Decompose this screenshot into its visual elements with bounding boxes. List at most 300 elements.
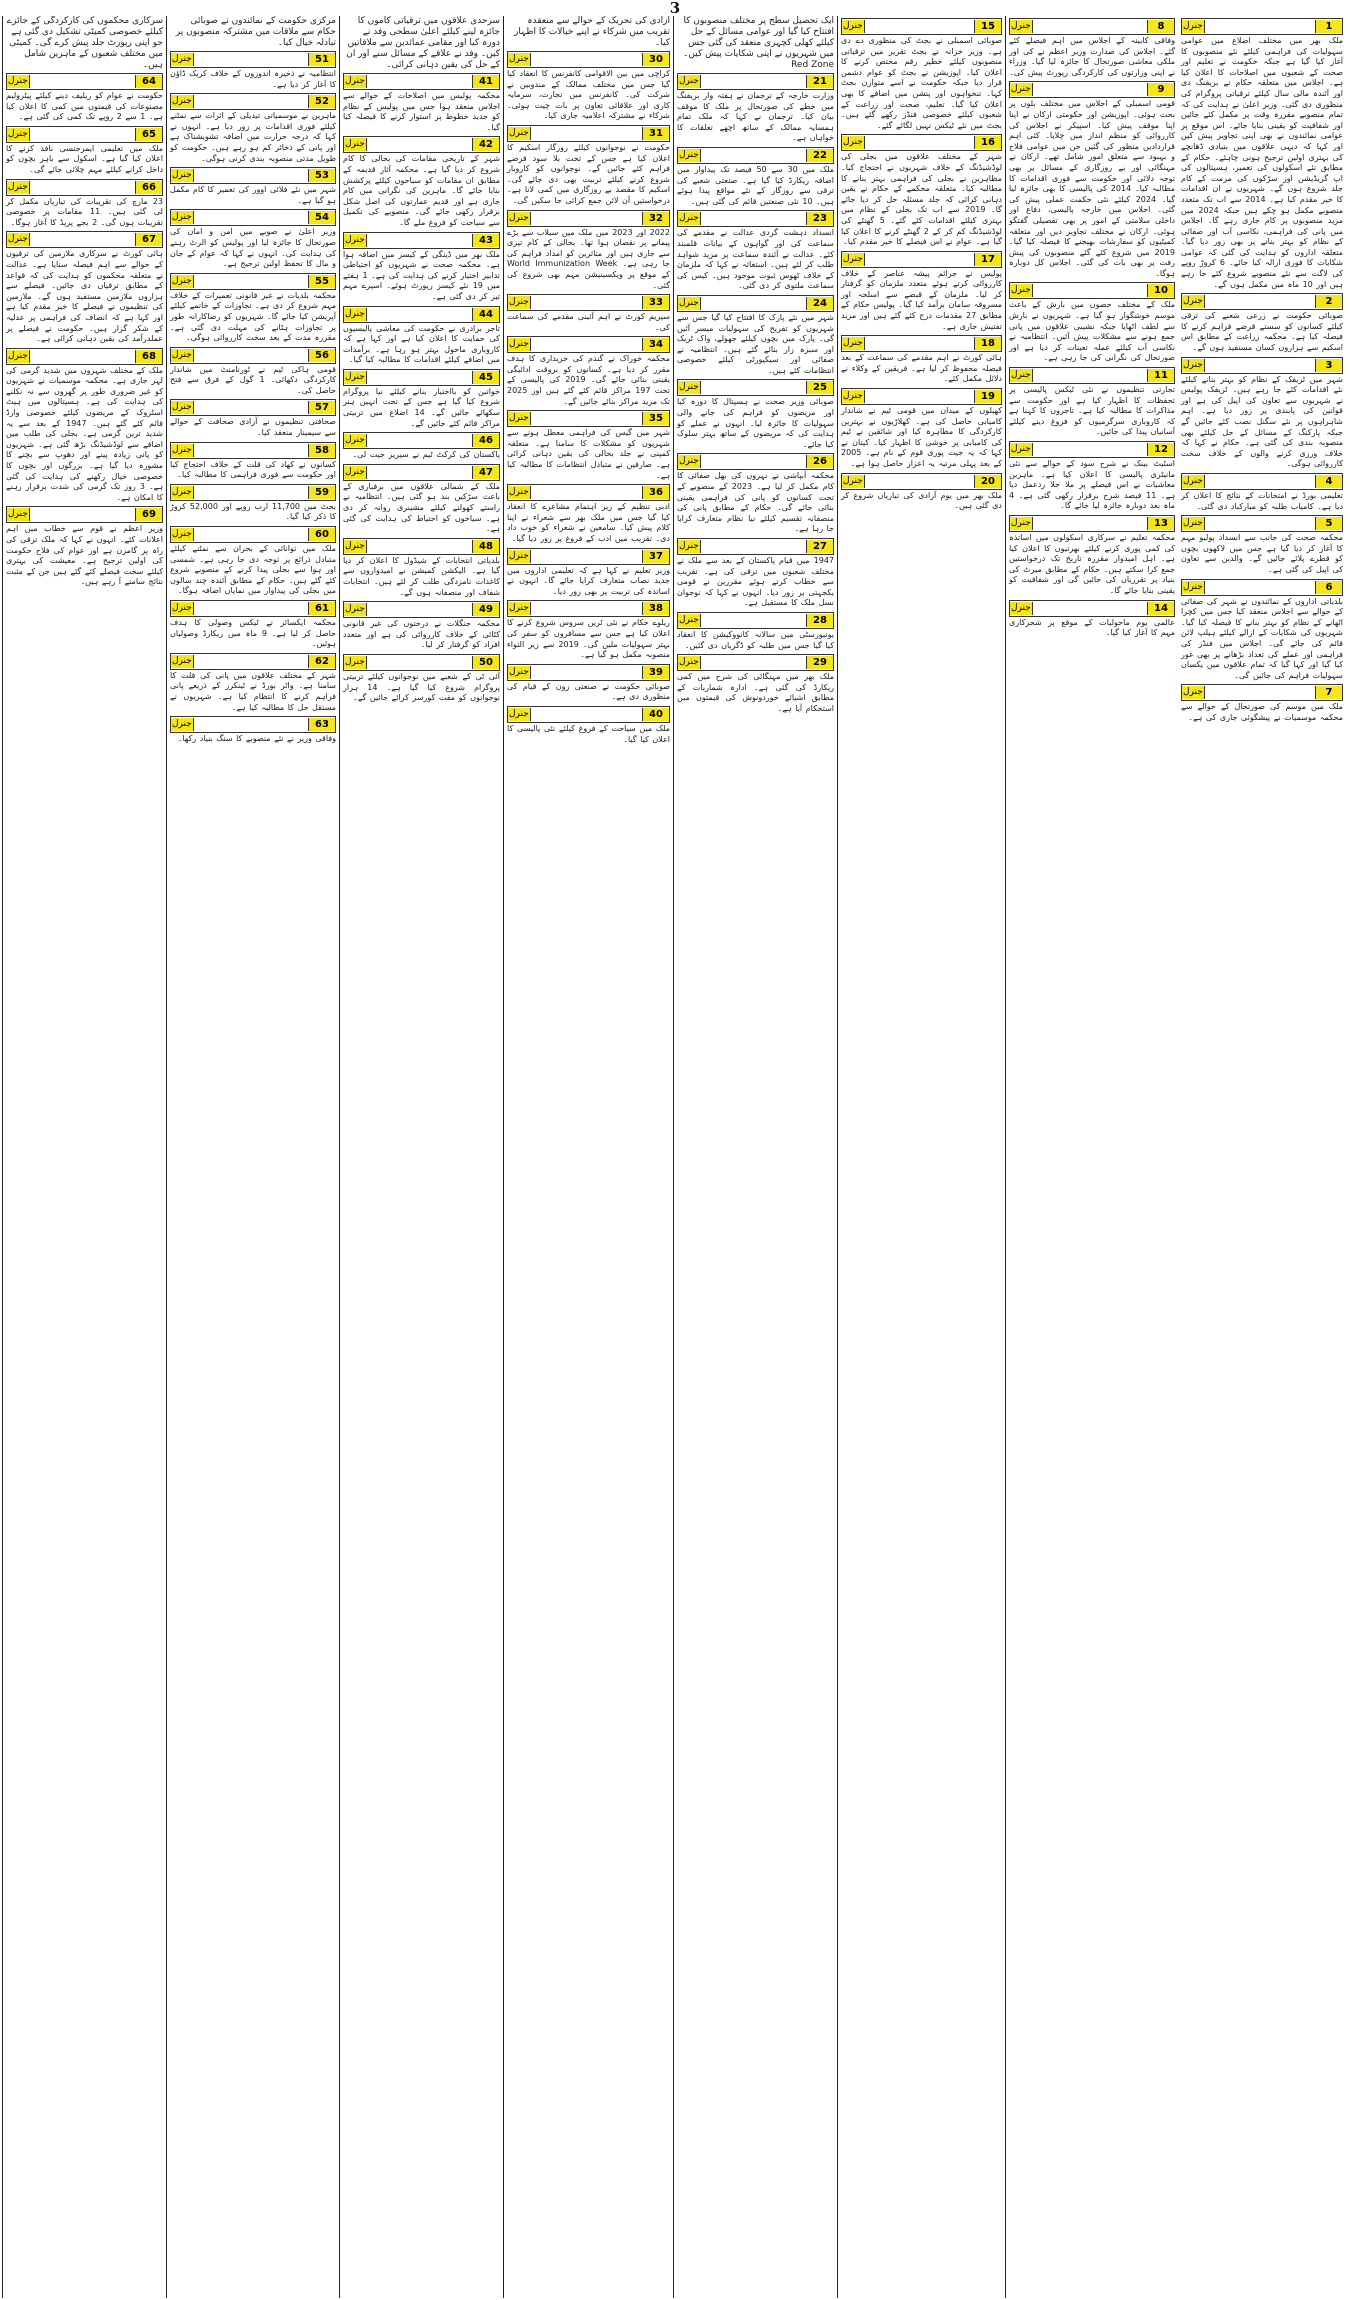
news-item-text: محکمہ پولیس میں اصلاحات کے حوالے سے اجلاس منعقد ہوا جس میں پولیس کے نظام کو جدید خطوط پر استوار کرنے کا فیصلہ کیا گیا۔: [343, 91, 500, 132]
newspaper-columns: [2, 16, 1348, 2298]
news-item-tag: جنرل: [345, 76, 365, 86]
news-item: [507, 294, 670, 333]
news-item-number: 57: [308, 401, 335, 414]
news-item-text: محکمہ جنگلات نے درختوں کی غیر قانونی کٹائی کے خلاف کارروائی کی ہے اور متعدد افراد کو گرفتار کر لیا۔: [343, 619, 500, 650]
news-item: [677, 73, 834, 144]
news-item-header-rule: [367, 371, 472, 384]
news-item: [507, 51, 670, 122]
news-item: [677, 538, 834, 609]
news-item-text: شہر کے مختلف علاقوں میں پانی کی قلت کا سامنا ہے۔ واٹر بورڈ نے ٹینکرز کے ذریعے پانی فراہم کرنے کا انتظام کیا ہے۔ شہریوں نے مستقل حل کا مطالبہ کیا ہے۔: [170, 670, 336, 712]
news-item-header-rule: [194, 349, 308, 362]
news-item-number: 52: [308, 95, 335, 108]
news-item-text: تاجر برادری نے حکومت کی معاشی پالیسیوں کی حمایت کا اعلان کیا ہے اور کہا ہے کہ کاروباری ماحول بہتر ہو رہا ہے۔ برآمدات میں اضافے کیلئے اقدامات کا مطالبہ کیا گیا۔: [343, 323, 500, 365]
news-item: [170, 273, 336, 344]
news-item-header-rule: [194, 602, 308, 615]
news-item: [343, 432, 500, 461]
news-item-number: 65: [135, 128, 162, 141]
news-item-header-rule: [531, 296, 642, 309]
news-item: [841, 251, 1002, 333]
news-item-tag: جنرل: [172, 603, 192, 613]
news-item-header: [1009, 18, 1175, 35]
news-item: [507, 125, 670, 207]
news-item: [1181, 357, 1343, 470]
news-item-tag: جنرل: [1011, 444, 1031, 454]
news-item-number: 63: [308, 718, 335, 731]
news-item-text: بلدیاتی اداروں کے نمائندوں نے شہر کی صفائی کے حوالے سے اجلاس منعقد کیا جس میں کچرا اٹھانے کے نظام کو بہتر بنانے کا فیصلہ کیا گیا۔ شہریوں کی شکایات کے ازالے کیلئے ہیلپ لائن قائم کی جائے گی۔ اجلاس میں فنڈز کی فراہمی اور عملے کی تعداد بڑھانے پر بھی غور کیا گیا اور کہا گیا کہ تمام علاقوں میں یکساں سہولیات فراہم کی جائیں گی۔: [1181, 596, 1343, 680]
news-item-header: [343, 654, 500, 671]
news-item-number: 44: [472, 308, 499, 321]
news-item-number: 25: [806, 381, 833, 394]
news-item-header: [677, 612, 834, 629]
news-item-number: 49: [472, 603, 499, 616]
news-item-header: [1181, 515, 1343, 532]
news-item-text: صوبائی حکومت نے زرعی شعبے کی ترقی کیلئے کسانوں کو سستے قرضے فراہم کرنے کا فیصلہ کیا ہے۔ محکمہ زراعت کے مطابق اس اسکیم سے ہزاروں کسان مستفید ہوں گے۔: [1181, 311, 1343, 353]
news-item: [507, 210, 670, 292]
news-item-header-rule: [1205, 20, 1315, 33]
news-item-number: 64: [135, 75, 162, 88]
news-item-tag: جنرل: [679, 456, 699, 467]
news-item-tag: جنرل: [345, 604, 365, 615]
news-item-tag: جنرل: [509, 413, 529, 424]
news-item-header-rule: [531, 338, 642, 351]
news-item-header: [1009, 282, 1175, 299]
news-column-5: [503, 16, 673, 2298]
news-item-header-rule: [701, 455, 806, 468]
news-item-header-rule: [194, 53, 308, 66]
news-item-header-rule: [1033, 443, 1147, 456]
news-item-header-rule: [865, 337, 974, 350]
news-item-tag: جنرل: [843, 21, 863, 31]
news-item-header-rule: [531, 486, 642, 499]
news-item: [677, 453, 834, 535]
news-item-text: پولیس نے جرائم پیشہ عناصر کے خلاف کارروائی کرتے ہوئے متعدد ملزمان کو گرفتار کر لیا۔ ملزمان کے قبضے سے اسلحہ اور مسروقہ سامان برآمد کیا گیا۔ پولیس حکام کے مطابق 27 مقدمات درج کئے گئے ہیں اور مزید تفتیش جاری ہے۔: [841, 268, 1002, 331]
news-item-number: 2: [1315, 295, 1342, 308]
news-item: [841, 335, 1002, 385]
news-item-text: محکمہ بلدیات نے غیر قانونی تعمیرات کے خلاف مہم شروع کر دی ہے۔ تجاوزات کے خاتمے کیلئے آپریشن کیا جائے گا۔ شہریوں کو رضاکارانہ طور پر تجاوزات ہٹانے کی مہلت دی گئی ہے۔ مقررہ مدت کے بعد سخت کارروائی ہوگی۔: [170, 290, 336, 343]
news-item-tag: جنرل: [172, 655, 192, 666]
news-item-tag: جنرل: [1183, 687, 1203, 698]
news-item-number: 20: [974, 475, 1001, 488]
news-item-header-rule: [701, 656, 806, 669]
news-item-number: 54: [308, 211, 335, 224]
news-item-header-rule: [367, 603, 472, 616]
news-item-number: 40: [642, 708, 669, 721]
news-item-tag: جنرل: [172, 444, 192, 455]
news-item: [170, 442, 336, 481]
column-entries: [677, 73, 834, 715]
news-item-header-rule: [1205, 359, 1315, 372]
news-item-header: [343, 306, 500, 323]
news-item-tag: جنرل: [509, 339, 529, 350]
news-item-tag: جنرل: [509, 127, 529, 138]
news-item-header-rule: [367, 75, 472, 88]
news-item-header: [677, 379, 834, 396]
news-item-number: 55: [308, 275, 335, 288]
news-item-number: 23: [806, 212, 833, 225]
news-item: [1009, 18, 1175, 78]
news-item-text: شہر کے تاریخی مقامات کی بحالی کا کام شروع کر دیا گیا ہے۔ محکمہ آثار قدیمہ کے مطابق ان مقامات کو سیاحوں کیلئے پرکشش بنایا جائے گا۔ ماہرین کی نگرانی میں کام جاری ہے اور قدیم عمارتوں کی اصل شکل برقرار رکھی جائے گی۔ منصوبے کی تکمیل سے سیاحت کو فروغ ملے گا۔: [343, 154, 500, 227]
news-item: [170, 51, 336, 90]
news-item-number: 1: [1315, 20, 1342, 33]
news-item-text: صوبائی وزیر صحت نے ہسپتال کا دورہ کیا اور مریضوں کو فراہم کی جانے والی سہولیات کا جائزہ لیا۔ انہوں نے عملے کو ہدایت کی کہ مریضوں کے ساتھ بہتر سلوک کیا جائے۔: [677, 397, 834, 449]
news-item: [343, 601, 500, 651]
news-item-tag: جنرل: [509, 603, 529, 614]
news-item-number: 53: [308, 169, 335, 182]
news-item: [1181, 473, 1343, 512]
column-lead-text: سرکاری محکموں کی کارکردگی کے جائزے کیلئے خصوصی کمیٹی تشکیل دی گئی ہے جو اپنی رپورٹ جلد پیش کرے گی۔ کمیٹی میں مختلف شعبوں کے ماہرین شامل ہیں۔: [6, 16, 163, 70]
news-item-tag: جنرل: [1183, 359, 1203, 370]
news-item-text: خواتین کو بااختیار بنانے کیلئے نیا پروگرام شروع کیا گیا ہے جس کے تحت انہیں ہنر سکھائے جائیں گے۔ 14 اضلاع میں تربیتی مراکز قائم کئے جائیں گے۔: [343, 386, 500, 428]
news-item-header-rule: [1205, 295, 1315, 308]
news-item-header: [6, 73, 163, 90]
news-column-6: [339, 16, 503, 2298]
news-item: [170, 209, 336, 269]
news-item-header-rule: [1033, 517, 1147, 530]
news-item-header-rule: [194, 444, 308, 457]
news-item-number: 59: [308, 486, 335, 499]
news-item-header-rule: [1033, 83, 1147, 96]
news-item-header: [1181, 293, 1343, 310]
news-item-text: ملک کے مختلف شہروں میں شدید گرمی کی لہر جاری ہے۔ محکمہ موسمیات نے شہریوں کو غیر ضروری طور پر گھروں سے نہ نکلنے کی ہدایت کی ہے۔ ہسپتالوں میں ہیٹ اسٹروک کے مریضوں کیلئے خصوصی وارڈ قائم کئے گئے ہیں۔ 1947 کے بعد سے یہ شدید ترین گرمی ہے۔ بجلی کی طلب میں اضافے سے لوڈشیڈنگ بڑھ گئی ہے۔ شہریوں کو پانی زیادہ پینے اور دھوپ سے بچنے کا مشورہ دیا گیا ہے۔ بزرگوں اور بچوں کا خصوصی خیال رکھنے کی ہدایت کی گئی ہے۔ 3 روز تک گرمی کی شدت برقرار رہنے کا امکان ہے۔: [6, 365, 164, 502]
news-item-header-rule: [701, 75, 806, 88]
news-item-header: [170, 209, 336, 226]
news-item-text: قومی ہاکی ٹیم نے ٹورنامنٹ میں شاندار کارکردگی دکھائی۔ 1 گول کے فرق سے فتح حاصل کی۔: [170, 364, 336, 395]
news-item-text: ملک میں توانائی کے بحران سے نمٹنے کیلئے متبادل ذرائع پر توجہ دی جا رہی ہے۔ شمسی اور ہوا سے بجلی پیدا کرنے کے منصوبے شروع کئے گئے ہیں۔ حکام کے مطابق آئندہ چند سالوں میں بجلی کی پیداوار میں نمایاں اضافہ ہوگا۔: [170, 544, 336, 596]
news-item-header-rule: [30, 75, 135, 88]
news-item-header-rule: [1033, 369, 1147, 382]
news-item: [343, 464, 500, 535]
news-item-text: عالمی یوم ماحولیات کے موقع پر شجرکاری مہم کا آغاز کیا گیا۔: [1009, 617, 1175, 638]
news-item-header-rule: [1033, 284, 1147, 297]
news-item-text: محکمہ تعلیم نے سرکاری اسکولوں میں اساتذہ کی کمی پوری کرنے کیلئے بھرتیوں کا اعلان کیا ہے۔ اہل امیدوار مقررہ تاریخ تک درخواستیں جمع کرا سکتے ہیں۔ حکام کے مطابق میرٹ کی بنیاد پر تقرریاں کی جائیں گی اور شفافیت کو یقینی بنایا جائے گا۔: [1009, 532, 1175, 595]
news-item-header: [343, 432, 500, 449]
news-item-tag: جنرل: [509, 666, 529, 677]
news-item-tag: جنرل: [8, 234, 28, 245]
news-item-number: 19: [974, 390, 1001, 403]
news-item-header: [677, 654, 834, 671]
news-item-header: [6, 506, 163, 523]
news-item-text: تعلیمی بورڈ نے امتحانات کے نتائج کا اعلان کر دیا ہے۔ کامیاب طلبہ کو مبارکباد دی گئی۔: [1181, 490, 1343, 511]
news-item-header-rule: [367, 434, 472, 447]
news-column-7: [166, 16, 339, 2298]
news-item-number: 37: [642, 550, 669, 563]
news-item-header-rule: [367, 540, 472, 553]
news-item-header-rule: [1205, 517, 1315, 530]
news-item-header: [343, 464, 500, 481]
news-item-tag: جنرل: [1011, 285, 1031, 296]
news-item-header: [170, 347, 336, 364]
news-column-8: [2, 16, 166, 2298]
news-item-header-rule: [367, 234, 472, 247]
news-item-tag: جنرل: [679, 297, 699, 308]
news-item-tag: جنرل: [1183, 21, 1203, 31]
news-item: [343, 73, 500, 133]
news-item-tag: جنرل: [509, 550, 529, 561]
news-item-header-rule: [194, 211, 308, 224]
news-item: [507, 600, 670, 660]
news-item: [343, 369, 500, 429]
news-item: [677, 295, 834, 377]
news-item-tag: جنرل: [1183, 475, 1203, 486]
news-item-header: [1009, 367, 1175, 384]
news-item: [1009, 282, 1175, 364]
news-item-tag: جنرل: [8, 128, 28, 139]
news-item-number: 6: [1315, 581, 1342, 594]
news-item-tag: جنرل: [843, 338, 863, 349]
news-item-text: سپریم کورٹ نے اہم آئینی مقدمے کی سماعت کی۔: [507, 312, 670, 332]
news-item-number: 61: [308, 602, 335, 615]
news-item-header-rule: [30, 350, 135, 363]
news-item-text: کراچی میں بین الاقوامی کانفرنس کا انعقاد کیا گیا جس میں مختلف ممالک کے مندوبین نے شرکت کی۔ کانفرنس میں تجارت، سرمایہ کاری اور علاقائی تعاون پر بات چیت ہوئی۔ شرکاء نے مشترکہ اعلامیہ جاری کیا۔: [507, 69, 670, 121]
news-item-header-rule: [531, 212, 642, 225]
news-item: [507, 548, 670, 598]
news-item-text: یونیورسٹی میں سالانہ کانووکیشن کا انعقاد کیا گیا جس میں طلبہ کو ڈگریاں دی گئیں۔: [677, 629, 834, 650]
news-item: [841, 388, 1002, 470]
news-item-header: [841, 335, 1002, 352]
news-item-number: 62: [308, 655, 335, 668]
column-entries: [1181, 18, 1343, 723]
news-item: [507, 664, 670, 703]
news-item-tag: جنرل: [843, 391, 863, 402]
news-item-text: محکمہ خوراک نے گندم کی خریداری کا ہدف مقرر کر دیا ہے۔ کسانوں کو بروقت ادائیگی یقینی بنائی جائے گی۔ 2019 کی پالیسی کے تحت 197 مراکز قائم کئے گئے ہیں اور 2025 تک مزید مراکز بنائے جائیں گے۔: [507, 354, 671, 406]
news-item-header: [170, 653, 336, 670]
news-item: [677, 654, 834, 714]
news-item: [507, 410, 670, 481]
news-item-number: 46: [472, 434, 499, 447]
news-item-text: کسانوں نے کھاد کی قلت کے خلاف احتجاج کیا اور حکومت سے فوری فراہمی کا مطالبہ کیا۔: [170, 459, 336, 480]
news-item: [343, 538, 500, 598]
news-item-tag: جنرل: [172, 349, 192, 360]
news-item-text: ملک میں تعلیمی ایمرجنسی نافذ کرنے کا اعلان کیا گیا ہے۔ اسکول سے باہر بچوں کو داخل کرانے کیلئے مہم چلائی جائے گی۔: [6, 143, 163, 174]
news-item-number: 29: [806, 656, 833, 669]
news-item-text: صوبائی حکومت نے صنعتی زون کے قیام کی منظوری دی ہے۔: [507, 681, 670, 702]
news-item-tag: جنرل: [345, 371, 365, 382]
news-item: [841, 134, 1002, 247]
news-item-header-rule: [194, 655, 308, 668]
news-item-header: [841, 388, 1002, 405]
news-item-tag: جنرل: [172, 212, 192, 223]
news-item-text: محکمہ آبپاشی نے نہروں کی بھل صفائی کا کام مکمل کر لیا ہے۔ 2023 کے منصوبے کے تحت کسانوں کو پانی کی فراہمی یقینی بنائی جائے گی۔ حکام کے مطابق پانی کی منصفانہ تقسیم کیلئے نیا نظام متعارف کرایا جا رہا ہے۔: [677, 471, 835, 534]
page-number: 3: [669, 0, 681, 17]
news-item-text: وزیر اعلیٰ نے صوبے میں امن و امان کی صورتحال کا جائزہ لیا اور پولیس کو الرٹ رہنے کی ہدایت کی۔ انہوں نے کہا کہ عوام کے جان و مال کا تحفظ اولین ترجیح ہے۔: [170, 227, 336, 269]
news-item-header: [677, 538, 834, 555]
news-item-header-rule: [531, 602, 642, 615]
news-item-header-rule: [1205, 475, 1315, 488]
news-item-number: 41: [472, 75, 499, 88]
news-item-text: ماہرین نے موسمیاتی تبدیلی کے اثرات سے نمٹنے کیلئے فوری اقدامات پر زور دیا ہے۔ انہوں نے کہا کہ درجہ حرارت میں اضافہ تشویشناک ہے اور پانی کے ذخائر کم ہو رہے ہیں۔ حکومت کو طویل مدتی منصوبہ بندی کرنی ہوگی۔: [170, 111, 336, 163]
news-item-number: 24: [806, 297, 833, 310]
news-item-header-rule: [865, 20, 974, 33]
news-item-header: [343, 73, 500, 90]
news-item-number: 28: [806, 614, 833, 627]
news-item-header-rule: [30, 233, 135, 246]
news-item-header: [1181, 473, 1343, 490]
news-item-header: [677, 73, 834, 90]
column-lead-text: ایک تحصیل سطح پر مختلف منصوبوں کا افتتاح کیا گیا اور عوامی مسائل کے حل کیلئے کھلی کچہری منعقد کی گئی جس میں شہریوں نے اپنی شکایات پیش کیں۔ Red Zone: [683, 16, 834, 70]
news-item-header-rule: [367, 138, 472, 151]
news-item-header-rule: [1205, 581, 1315, 594]
news-item-header-rule: [531, 708, 642, 721]
news-item-number: 35: [642, 412, 669, 425]
news-item-text: ملک بھر میں مہنگائی کی شرح میں کمی ریکارڈ کی گئی ہے۔ ادارہ شماریات کے مطابق اشیائے خوردونوش کی قیمتوں میں استحکام آیا ہے۔: [677, 672, 834, 713]
news-item-header: [170, 399, 336, 416]
news-item-number: 43: [472, 234, 499, 247]
news-item-tag: جنرل: [172, 96, 192, 107]
news-item-header-rule: [701, 149, 806, 162]
news-item-tag: جنرل: [1011, 21, 1031, 31]
news-item-tag: جنرل: [172, 719, 192, 730]
news-item-text: آئی ٹی کے شعبے میں نوجوانوں کیلئے تربیتی پروگرام شروع کیا گیا ہے۔ 14 ہزار نوجوانوں کو مفت کورسز کرائے جائیں گے۔: [343, 671, 500, 703]
news-item: [170, 716, 336, 745]
news-item-text: 1947 میں قیام پاکستان کے بعد سے ملک نے مختلف شعبوں میں ترقی کی ہے۔ تقریب سے خطاب کرتے ہوئے مقررین نے قومی یکجہتی پر زور دیا۔ انہوں نے کہا کہ نوجوان نسل ملک کا مستقبل ہے۔: [677, 556, 834, 608]
news-item-header: [507, 706, 670, 723]
news-item-header: [841, 251, 1002, 268]
news-column-4: [673, 16, 837, 2298]
news-item: [1009, 441, 1175, 512]
news-item-header: [1009, 441, 1175, 458]
news-item-tag: جنرل: [345, 656, 365, 667]
news-item-tag: جنرل: [679, 213, 699, 224]
news-item-header-rule: [30, 181, 135, 194]
news-item-number: 69: [135, 508, 162, 521]
news-item-text: انتظامیہ نے ذخیرہ اندوزوں کے خلاف کریک ڈاؤن کا آغاز کر دیا ہے۔: [170, 69, 336, 89]
news-item-number: 9: [1147, 83, 1174, 96]
news-item-header-rule: [1033, 20, 1147, 33]
news-item-header: [343, 232, 500, 249]
column-lead-text: مرکزی حکومت کے نمائندوں نے صوبائی حکام سے ملاقات میں مشترکہ منصوبوں پر تبادلہ خیال کیا۔: [175, 16, 336, 48]
news-item-text: حکومت نے عوام کو ریلیف دینے کیلئے پیٹرولیم مصنوعات کی قیمتوں میں کمی کا اعلان کیا ہے۔ 1 سے 2 روپے تک کمی کی گئی ہے۔: [6, 91, 163, 122]
news-item: [170, 167, 336, 206]
news-item-header-rule: [531, 53, 642, 66]
news-item-header: [6, 231, 163, 248]
news-item-text: وفاقی کابینہ کے اجلاس میں اہم فیصلے کئے گئے۔ اجلاس کی صدارت وزیر اعظم نے کی اور ملکی معاشی صورتحال کا جائزہ لیا گیا۔ وزراء نے اپنی وزارتوں کی کارکردگی رپورٹ پیش کی۔: [1009, 36, 1175, 77]
news-item-tag: جنرل: [1183, 581, 1203, 592]
news-item-text: ملک بھر میں مختلف اضلاع میں عوامی سہولیات کی فراہمی کیلئے نئے منصوبوں کا آغاز کیا گیا ہے جبکہ حکومت نے تعلیم اور صحت کے شعبوں میں اصلاحات کا اعلان کیا ہے۔ اجلاس میں متعلقہ حکام نے بریفنگ دی اور آئندہ مالی سال کیلئے ترقیاتی پروگرام کی منظوری دی گئی۔ وزیر اعلیٰ نے ہدایت کی کہ تمام منصوبے مقررہ وقت پر مکمل کئے جائیں اور شفافیت کو یقینی بنایا جائے۔ اس موقع پر عوامی نمائندوں نے بھی اپنی تجاویز پیش کیں اور کہا کہ دیہی علاقوں میں بنیادی ڈھانچے کی بہتری اولین ترجیح ہونی چاہئے۔ حکام کے مطابق نئے اسکولوں کی تعمیر، ہسپتالوں کی اپ گریڈیشن اور سڑکوں کی مرمت کے کام جلد شروع ہوں گے۔ شہریوں نے ان اقدامات کا خیر مقدم کیا ہے۔ 2014 سے اب تک متعدد منصوبے مکمل ہو چکے ہیں جبکہ 2024 میں مزید منصوبوں پر کام جاری رہے گا۔ اجلاس میں پانی کی فراہمی، نکاسی آب اور صفائی کے نظام کو بہتر بنانے پر بھی زور دیا گیا۔ متعلقہ اداروں کو ہدایت کی گئی کہ عوامی شکایات کا فوری ازالہ کیا جائے۔ 6 کروڑ روپے کی لاگت سے نئے منصوبے شروع کئے جا رہے ہیں اور 10 ماہ میں مکمل ہوں گے۔: [1181, 36, 1343, 289]
news-item: [841, 18, 1002, 131]
news-item-header: [507, 600, 670, 617]
news-item-number: 12: [1147, 443, 1174, 456]
news-item: [170, 600, 336, 650]
news-item-header: [677, 210, 834, 227]
news-item-header: [170, 442, 336, 459]
news-item-number: 50: [472, 656, 499, 669]
news-item-tag: جنرل: [345, 139, 365, 150]
news-item-header: [1009, 81, 1175, 98]
news-item-text: بلدیاتی انتخابات کے شیڈول کا اعلان کر دیا گیا ہے۔ الیکشن کمیشن نے امیدواروں سے کاغذات نامزدگی طلب کر لئے ہیں۔ انتخابات شفاف اور منصفانہ ہوں گے۔: [343, 555, 500, 597]
news-item: [170, 347, 336, 397]
news-item-text: شہر میں نئے فلائی اوور کی تعمیر کا کام مکمل ہو گیا ہے۔: [170, 185, 336, 205]
news-item-text: پاکستان کی کرکٹ ٹیم نے سیریز جیت لی۔: [352, 450, 500, 460]
news-item-tag: جنرل: [679, 614, 699, 625]
news-item-header: [677, 295, 834, 312]
news-item-header: [170, 51, 336, 68]
news-item-header: [6, 179, 163, 196]
news-item-tag: جنرل: [509, 54, 529, 64]
news-item-number: 66: [135, 181, 162, 194]
news-item: [677, 147, 834, 207]
news-item-number: 4: [1315, 475, 1342, 488]
news-item-header: [170, 273, 336, 290]
news-item-header: [677, 147, 834, 164]
news-item-header: [507, 548, 670, 565]
column-entries: [6, 73, 163, 588]
news-item: [1181, 515, 1343, 575]
news-item: [170, 653, 336, 713]
column-lead-text: سرحدی علاقوں میں ترقیاتی کاموں کا جائزہ لینے کیلئے اعلیٰ سطحی وفد نے دورہ کیا اور مقامی عمائدین سے ملاقاتیں کیں۔ وفد نے علاقے کے مسائل سنے اور ان کے حل کی یقین دہانی کرائی۔: [346, 16, 500, 70]
news-item: [507, 706, 670, 745]
news-item: [170, 93, 336, 164]
news-item-text: کھیلوں کے میدان میں قومی ٹیم نے شاندار کامیابی حاصل کی ہے۔ کھلاڑیوں نے بہترین کارکردگی کا مظاہرہ کیا اور شائقین نے ٹیم کی کامیابی پر خوشی کا اظہار کیا۔ کپتان نے کہا کہ یہ جیت پوری قوم کے نام ہے۔ 2005 کے بعد پہلی مرتبہ یہ اعزاز حاصل ہوا ہے۔: [841, 406, 1002, 468]
news-item-number: 33: [642, 296, 669, 309]
news-item-header-rule: [194, 718, 308, 731]
news-item-tag: جنرل: [8, 509, 28, 520]
news-item: [6, 231, 163, 344]
news-item-tag: جنرل: [679, 382, 699, 393]
news-item-number: 10: [1147, 284, 1174, 297]
news-item-text: اسٹیٹ بینک نے شرح سود کے حوالے سے نئی مانیٹری پالیسی کا اعلان کیا ہے۔ ماہرین معاشیات نے اس فیصلے پر ملا جلا ردعمل دیا ہے۔ 11 فیصد شرح برقرار رکھی گئی ہے۔ 4 ماہ بعد دوبارہ جائزہ لیا جائے گا۔: [1009, 459, 1176, 511]
news-item-tag: جنرل: [509, 297, 529, 308]
news-item-header: [1181, 684, 1343, 701]
news-item-header: [507, 51, 670, 68]
news-item-number: 5: [1315, 517, 1342, 530]
news-item-text: 23 مارچ کی تقریبات کی تیاریاں مکمل کر لی گئی ہیں۔ 11 مقامات پر خصوصی تقریبات ہوں گی۔ 2 بجے پریڈ کا آغاز ہوگا۔: [6, 196, 163, 227]
news-item-text: ملک بھر میں ڈینگی کے کیسز میں اضافہ ہوا ہے۔ محکمہ صحت نے شہریوں کو احتیاطی تدابیر اختیار کرنے کی ہدایت کی ہے۔ 1 ہفتے میں 19 نئے کیسز رپورٹ ہوئے۔ اسپرے مہم تیز کر دی گئی ہے۔: [343, 249, 500, 301]
news-item-text: ملک میں 30 سے 50 فیصد تک پیداوار میں اضافہ ریکارڈ کیا گیا ہے۔ صنعتی شعبے کی ترقی سے روزگار کے نئے مواقع پیدا ہوئے ہیں۔ 10 نئی صنعتیں قائم کی گئی ہیں۔: [677, 164, 834, 206]
news-item-text: ملک میں موسم کی صورتحال کے حوالے سے محکمہ موسمیات نے پیشگوئی جاری کی ہے۔: [1181, 702, 1343, 722]
news-item: [170, 484, 336, 523]
news-item-number: 16: [974, 136, 1001, 149]
news-item: [1009, 81, 1175, 279]
news-item-header-rule: [194, 95, 308, 108]
news-item: [6, 73, 163, 123]
news-item-text: حکومت نے نوجوانوں کیلئے روزگار اسکیم کا اعلان کیا ہے جس کے تحت بلا سود قرضے فراہم کئے جائیں گے۔ نوجوانوں کو کاروبار شروع کرنے کیلئے تربیت بھی دی جائے گی۔ اسکیم کا مقصد بے روزگاری میں کمی لانا ہے۔ درخواستیں آن لائن جمع کرائی جا سکیں گی۔: [507, 142, 670, 205]
column-entries: [1009, 18, 1175, 639]
news-item-header: [6, 126, 163, 143]
news-item-header: [343, 601, 500, 618]
column-entries: [841, 18, 1002, 512]
news-item-number: 51: [308, 53, 335, 66]
news-item-tag: جنرل: [172, 486, 192, 497]
news-item-header: [170, 484, 336, 501]
news-item-number: 22: [806, 149, 833, 162]
news-item-header: [507, 410, 670, 427]
news-item-header: [1181, 18, 1343, 35]
news-item-header-rule: [531, 412, 642, 425]
news-item-header: [343, 538, 500, 555]
news-item-tag: جنرل: [172, 402, 192, 413]
news-item-text: وزارت خارجہ کے ترجمان نے ہفتہ وار بریفنگ میں خطے کی صورتحال پر ملک کا موقف بیان کیا۔ ترجمان نے کہا کہ ملک تمام ہمسایہ ممالک کے ساتھ اچھے تعلقات کا خواہاں ہے۔: [677, 91, 834, 143]
news-item-tag: جنرل: [345, 435, 365, 446]
news-item: [6, 179, 163, 229]
news-item-tag: جنرل: [843, 253, 863, 264]
news-item-number: 32: [642, 212, 669, 225]
news-item: [1009, 515, 1175, 597]
news-item-text: محکمہ صحت کی جانب سے انسداد پولیو مہم کا آغاز کر دیا گیا ہے جس میں لاکھوں بچوں کو قطرے پلائے جائیں گے۔ والدین سے تعاون کی اپیل کی گئی ہے۔: [1181, 533, 1343, 574]
news-item-number: 3: [1315, 359, 1342, 372]
news-item-header-rule: [865, 390, 974, 403]
news-item-number: 13: [1147, 517, 1174, 530]
news-item-header-rule: [194, 275, 308, 288]
news-item-text: شہر میں گیس کی فراہمی معطل ہونے سے شہریوں کو مشکلات کا سامنا ہے۔ متعلقہ کمپنی نے جلد بحالی کی یقین دہانی کرائی ہے۔ صارفین نے متبادل انتظامات کا مطالبہ کیا ہے۔: [507, 428, 670, 480]
news-item-number: 60: [308, 528, 335, 541]
news-item-header: [1181, 357, 1343, 374]
news-item-text: محکمہ ایکسائز نے ٹیکس وصولی کا ہدف حاصل کر لیا ہے۔ 9 ماہ میں ریکارڈ وصولیاں ہوئیں۔: [170, 618, 336, 649]
news-item-tag: جنرل: [679, 149, 699, 160]
news-item-text: صوبائی اسمبلی نے بجٹ کی منظوری دے دی ہے۔ وزیر خزانہ نے بجٹ تقریر میں ترقیاتی منصوبوں کیلئے خطیر رقم مختص کرنے کا اعلان کیا۔ اپوزیشن نے بجٹ کو عوام دشمن قرار دیا جبکہ حکومت نے اسے متوازن بجٹ کہا۔ تنخواہوں اور پنشن میں اضافے کا بھی اعلان کیا گیا۔ تعلیم، صحت اور زراعت کے شعبوں کیلئے خصوصی فنڈز رکھے گئے ہیں۔ بجٹ میں نئے ٹیکس نہیں لگائے گئے۔: [841, 36, 1002, 130]
news-item: [1181, 684, 1343, 723]
news-item-tag: جنرل: [172, 170, 192, 181]
news-item-text: انسداد دہشت گردی عدالت نے مقدمے کی سماعت کی اور گواہوں کے بیانات قلمبند کئے۔ عدالت نے آئندہ سماعت پر مزید شواہد طلب کر لئے ہیں۔ استغاثہ نے کہا کہ ملزمان کے خلاف ٹھوس ثبوت موجود ہیں۔ کیس کی سماعت ملتوی کر دی گئی۔: [677, 228, 834, 291]
